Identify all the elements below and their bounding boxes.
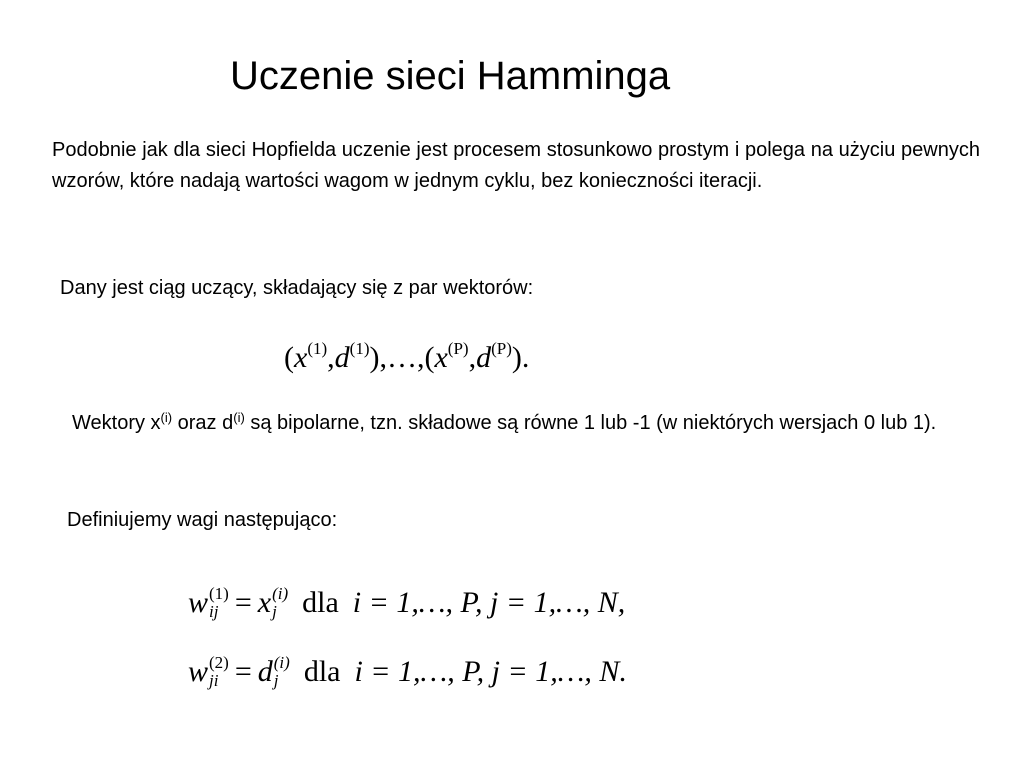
w2-d-sub: j (273, 671, 279, 691)
w2-symbol: w (188, 655, 209, 688)
w1-x-scripts (272, 585, 288, 621)
seq-dp: d (476, 341, 492, 374)
seq-d1-sup: (1) (349, 339, 370, 358)
w1-x: x (257, 586, 272, 619)
intro-paragraph: Podobnie jak dla sieci Hopfielda uczenie jest procesem stosunkowo prostym i polega na użyciu pewnych wzorów, które nadają wartości wagom w jednym cyklu, bez konieczności iteracji. (52, 139, 980, 192)
seq-close: ). (511, 341, 530, 374)
w1-sub: ij (209, 602, 219, 622)
w2-d: d (257, 655, 273, 688)
seq-d1: d (334, 341, 350, 374)
seq-dp-sup: (P) (491, 339, 512, 358)
w1-x-sup: (i) (272, 584, 289, 604)
w2-equals: = (234, 655, 252, 688)
bipolar-sup-x: (i) (160, 410, 173, 425)
sequence-label: Dany jest ciąg uczący, składający się z par wektorów: (60, 277, 534, 299)
w2-d-sup: (i) (273, 653, 290, 673)
w1-dla: dla (302, 586, 339, 619)
bipolar-text-3: są bipolarne, tzn. składowe są równe 1 lub -1 (w niektórych wersjach 0 lub 1). (244, 412, 937, 434)
w2-sup: (2) (209, 653, 229, 673)
bipolar-paragraph (72, 408, 1004, 438)
w2-d-scripts (274, 654, 290, 690)
seq-middle: ),…,( (369, 341, 435, 374)
seq-comma-2: , (468, 341, 477, 374)
w1-x-sub: j (272, 602, 277, 622)
w2-scripts (209, 654, 229, 690)
weights-formula-2 (188, 652, 627, 692)
seq-x1-sup: (1) (307, 339, 328, 358)
define-weights-label: Definiujemy wagi następująco: (67, 509, 338, 531)
slide-title: Uczenie sieci Hamminga (230, 54, 671, 98)
w2-dla: dla (303, 655, 341, 688)
bipolar-text-2: oraz d (172, 412, 234, 434)
w2-sub: ji (209, 671, 219, 691)
weights-formula-1 (188, 583, 625, 623)
w1-scripts (209, 585, 229, 621)
seq-comma-1: , (327, 341, 335, 374)
seq-open-paren: ( (284, 341, 294, 374)
seq-xp: x (434, 341, 448, 374)
seq-xp-sup: (P) (447, 339, 469, 358)
bipolar-sup-d: (i) (233, 410, 245, 425)
seq-x1: x (294, 341, 308, 374)
w1-sup: (1) (209, 584, 229, 604)
bipolar-text-1: Wektory x (72, 412, 161, 434)
w1-symbol: w (188, 586, 209, 619)
w1-equals: = (234, 586, 252, 619)
w1-range: i = 1,…, P, j = 1,…, N, (352, 586, 626, 619)
training-sequence-formula (284, 338, 529, 378)
w2-range: i = 1,…, P, j = 1,…, N. (354, 655, 627, 688)
